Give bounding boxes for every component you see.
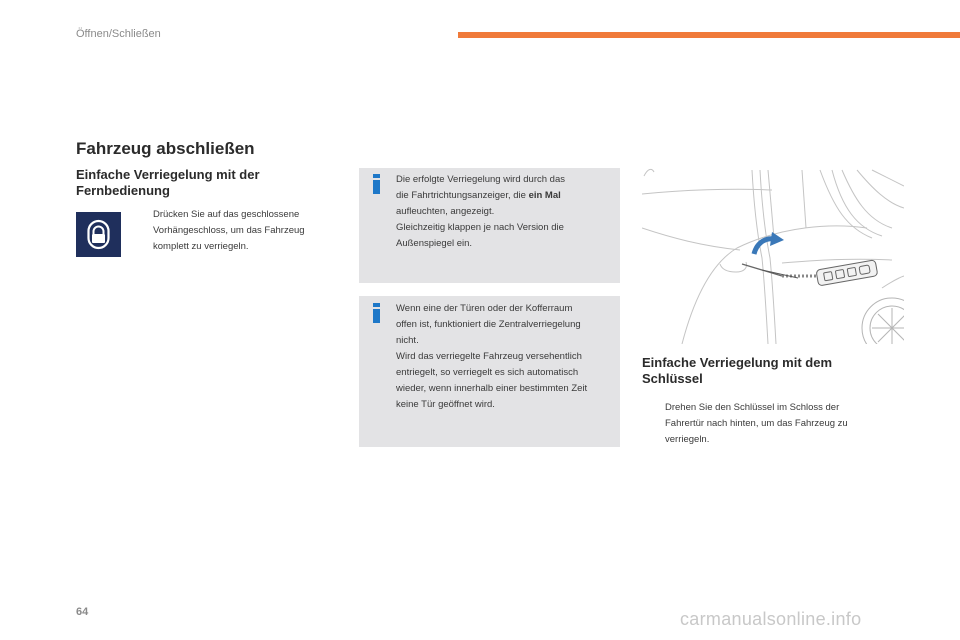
key-locking-heading <box>642 355 902 387</box>
remote-locking-heading <box>76 167 336 199</box>
key-heading-line1: Einfache Verriegelung mit dem <box>642 355 832 370</box>
info1-line2-text: die Fahrtrichtungsanzeiger, die <box>396 190 529 201</box>
info2-line5: entriegelt, so verriegelt es sich automatisch <box>396 367 579 378</box>
info2-line2: offen ist, funktioniert die Zentralverriegelung <box>396 319 581 330</box>
info-icon <box>373 303 380 323</box>
remote-text-line3: komplett zu verriegeln. <box>153 241 249 252</box>
info1-line1: Die erfolgte Verriegelung wird durch das <box>396 174 565 185</box>
info1-line4: Gleichzeitig klappen je nach Version die <box>396 222 564 233</box>
page-title: Fahrzeug abschließen <box>76 139 255 158</box>
key-text-line3: verriegeln. <box>665 434 710 445</box>
remote-heading-line2: Fernbedienung <box>76 183 170 198</box>
info1-line5: Außenspiegel ein. <box>396 238 473 249</box>
header-accent-bar <box>458 32 960 38</box>
info2-line7: keine Tür geöffnet wird. <box>396 399 495 410</box>
info1-line2-bold: ein Mal <box>528 190 561 201</box>
section-header: Öffnen/Schließen <box>76 28 161 40</box>
remote-instruction <box>153 207 338 255</box>
key-text-line1: Drehen Sie den Schlüssel im Schloss der <box>665 402 840 413</box>
key-instruction <box>665 400 885 448</box>
info-icon <box>373 174 380 194</box>
info2-line4: Wird das verriegelte Fahrzeug versehentlich <box>396 351 582 362</box>
info1-line3: aufleuchten, angezeigt. <box>396 206 495 217</box>
info-text-central-locking <box>396 301 614 413</box>
info2-line6: wieder, wenn innerhalb einer bestimmten Zeit <box>396 383 588 394</box>
key-heading-line2: Schlüssel <box>642 371 703 386</box>
padlock-icon <box>76 212 121 257</box>
info2-line3: nicht. <box>396 335 419 346</box>
remote-text-line2: Vorhängeschloss, um das Fahrzeug <box>153 225 305 236</box>
info-text-locking-confirmation <box>396 172 611 252</box>
remote-heading-line1: Einfache Verriegelung mit der <box>76 167 260 182</box>
info1-line2 <box>396 188 611 204</box>
info2-line1: Wenn eine der Türen oder der Kofferraum <box>396 303 573 314</box>
remote-text-line1: Drücken Sie auf das geschlossene <box>153 209 300 220</box>
page-number: 64 <box>76 606 89 618</box>
watermark: carmanualsonline.info <box>680 609 862 629</box>
key-text-line2: Fahrertür nach hinten, um das Fahrzeug zu <box>665 418 848 429</box>
car-door-key-illustration <box>642 168 904 344</box>
